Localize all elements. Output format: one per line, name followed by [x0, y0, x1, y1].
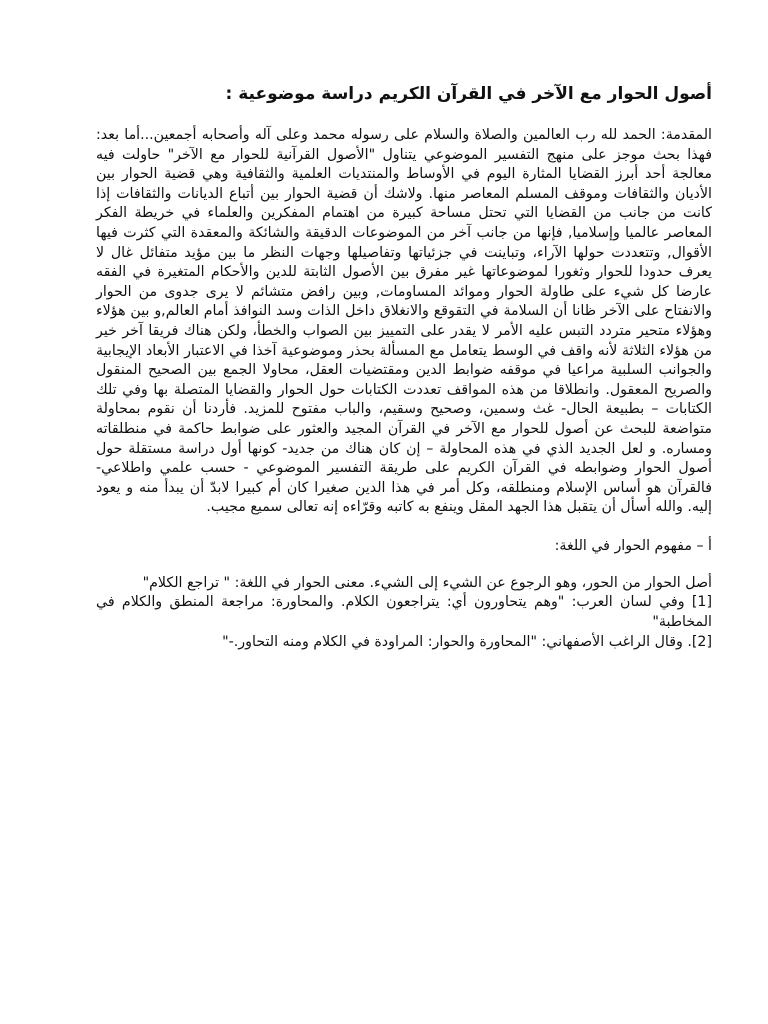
document-page — [96, 82, 712, 1024]
section-heading: أ – مفهوم الحوار في اللغة: — [554, 537, 712, 554]
definition-line-2: [1] وفي لسان العرب: "وهم يتحاورون أي: يتراجعون الكلام. والمحاورة: مراجعة المنطق والكلام في المخاطبة" — [96, 594, 712, 631]
document-title: أصول الحوار مع الآخر في القرآن الكريم دراسة موضوعية : — [225, 84, 712, 104]
definition-block — [96, 574, 712, 652]
intro-paragraph: المقدمة: الحمد لله رب العالمين والصلاة والسلام على رسوله محمد وعلى آله وأصحابه أجمعين...أما بعد: فهذا بحث موجز على منهج التفسير الموضوعي يتناول "الأصول القرآنية للحوار مع الآخر" حاولت فيه معالجة أحد أبرز القضايا المثارة اليوم في الأوساط والمنتديات العلمية والثقافية وهي قضية الحوار بين الأديان والثقافات وموقف المسلم المعاصر منها. ولاشك أن قضية الحوار بين أتباع الديانات والثقافات إذا كانت من جانب من القضايا التي تحتل مساحة كبيرة من اهتمام المفكرين والعلماء في خريطة الفكر المعاصر عالميا وإسلاميا, فإنها من جانب آخر من الموضوعات الدقيقة والشائكة والمعقدة التي كثرت فيها الأقوال, وتتعددت حولها الآراء، وتباينت في جزئياتها وتفاصيلها وجهات النظر ما بين مؤيد متفائل غال لا يعرف حدودا للحوار وثغورا لموضوعاتها غير مفرق بين الأصول الثابتة للدين والأحكام المتغيرة في الفقه عارضا كل شيء على طاولة الحوار وموائد المساومات, وبين رافض متشائم لا يرى جدوى من الحوار والانفتاح على الآخر ظانا أن السلامة في التقوقع والانغلاق داخل الذات وسد النوافذ أمام العالم,و بين هؤلاء وهؤلاء متحير متردد التبس عليه الأمر لا يقدر على التمييز بين الصواب والخطأ، ولكن هناك فريقا آخر خير من هؤلاء الثلاثة لأنه واقف في الوسط يتعامل مع المسألة بحذر وموضوعية آخذا في الاعتبار الأبعاد الإيجابية والجوانب السلبية مراعيا في موقفه ضوابط الدين ومقتضيات العقل، محاولا الجمع بين الصحيح المنقول والصريح المعقول. وانطلاقا من هذه المواقف تعددت الكتابات حول الحوار والقضايا المتصلة بها وفي تلك الكتابات – بطبيعة الحال- غث وسمين، وصحيح وسقيم، والباب مفتوح للمزيد. فأردنا أن نقوم بمحاولة متواضعة للبحث عن أصول للحوار مع الآخر في القرآن المجيد والعثور على ضوابط حاكمة في منطلقاته ومساره. و لعل الجديد الذي في هذه المحاولة – إن كان هناك من جديد- كونها أول دراسة مستقلة حول أصول الحوار وضوابطه في القرآن الكريم على طريقة التفسير الموضوعي - حسب علمي واطلاعي- فالقرآن هو أساس الإسلام ومنطلقه، وكل أمر في هذا الدين صغيرا كان أم كبيرا لابدّ أن يبدأ منه و يعود إليه. والله أسأل أن يتقبل هذا الجهد المقل وينفع به كاتبه وقرّاءه إنه تعالى سميع مجيب. — [96, 127, 712, 516]
definition-line-1: أصل الحوار من الحور، وهو الرجوع عن الشيء إلى الشيء. معنى الحوار في اللغة: " تراجع الكلام" — [142, 574, 712, 591]
definition-line-3: [2]. وقال الراغب الأصفهاني: "المحاورة والحوار: المراودة في الكلام ومنه التحاور.-" — [222, 633, 712, 650]
